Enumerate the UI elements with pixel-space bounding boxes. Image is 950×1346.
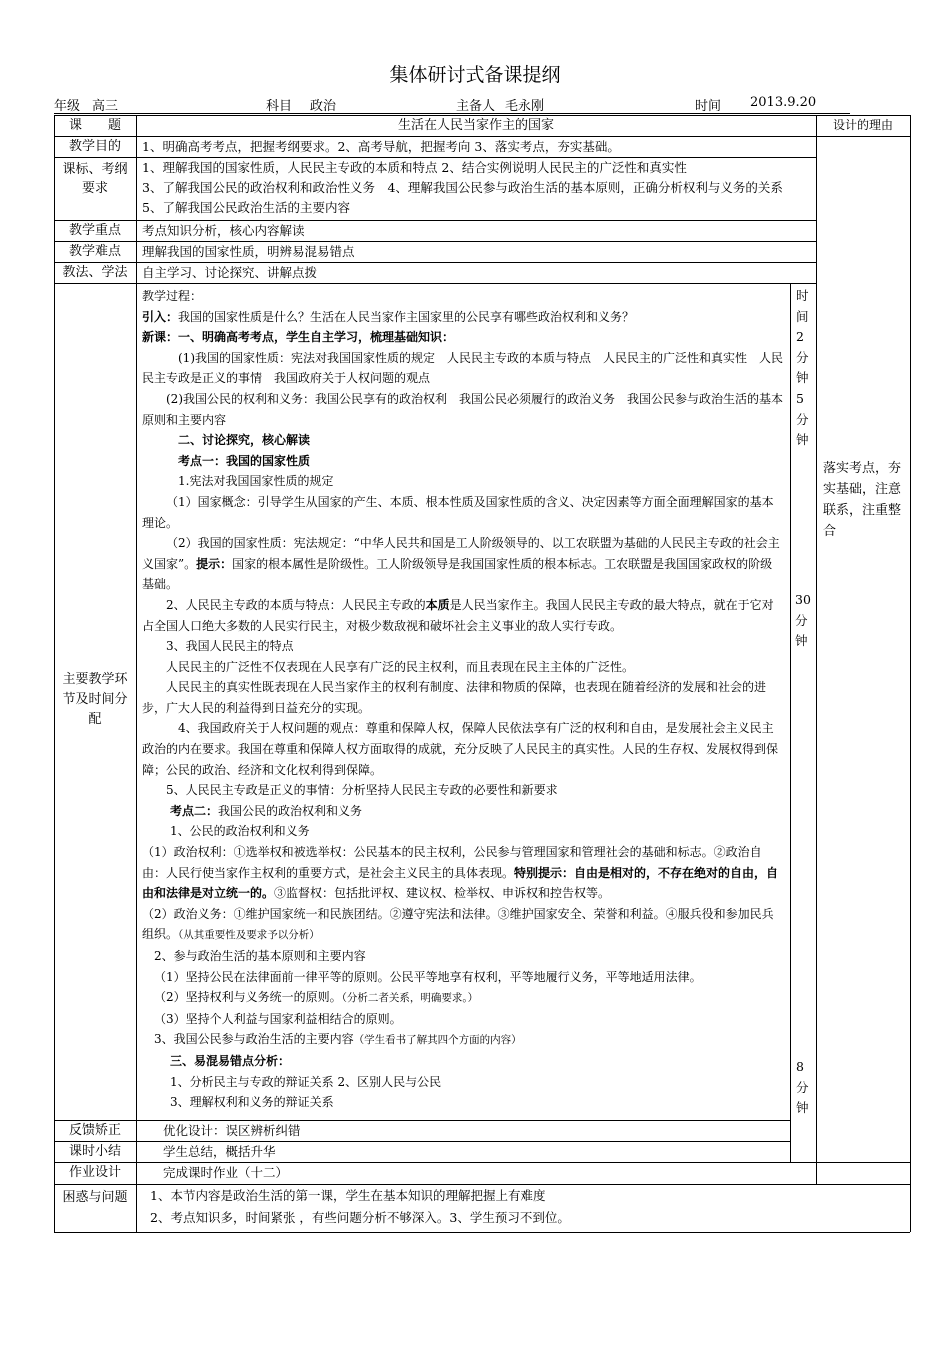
democracy-features-heading: 3、我国人民民主的特点: [166, 639, 294, 654]
state-nature: （2）我国的国家性质：宪法规定：“中华人民共和国是工人阶级领导的、以工农联盟为基础的人民民主专政的社会主义国家”。提示：国家的根本属性是阶级性。工人阶级领导是我国国家性质的根本标志。工农联盟是我国国家政权的阶级基础。: [142, 536, 780, 592]
time-mark-analysis: 8分钟: [796, 1059, 809, 1116]
time-mark-intro: 时间2分钟5分钟: [796, 288, 809, 448]
standard-label: 课标、考纲要求: [62, 162, 128, 196]
topic-two-heading: 考点二：我国公民的政治权利和义务: [170, 803, 363, 818]
topic-value: 生活在人民当家作主的国家: [397, 118, 554, 133]
rights-duties-heading: 1、公民的政治权利和义务: [170, 824, 310, 839]
design-reason: 落实考点，夯实基础，注意联系，注重整合: [823, 461, 902, 539]
difficulty-value: 理解我国的国家性质，明辨易混易错点: [142, 244, 355, 259]
process-heading: 教学过程：: [142, 289, 203, 303]
feedback-label: 反馈矫正: [68, 1123, 121, 1138]
summary-label: 课时小结: [68, 1144, 121, 1159]
difficulty-label: 教学难点: [68, 244, 121, 259]
key-label: 教学重点: [68, 223, 121, 238]
political-duties: （2）政治义务：①维护国家统一和民族团结。②遵守宪法和法律。③维护国家安全、荣誉和利益。④服兵役和参加民兵组织。（从其重要性及要求予以分析）: [142, 906, 774, 942]
document-title: 集体研讨式备课提纲: [389, 64, 561, 86]
topic-one-heading: 考点一：我国的国家性质: [178, 453, 311, 468]
method-label: 教法、学法: [62, 265, 128, 280]
subject-label: 科目: [266, 99, 293, 114]
political-rights: （1）政治权利：①选举权和被选举权：公民基本的民主权利，公民参与管理国家和管理社会的基础和标志。②政治自由：人民行使当家作主权利的重要方式，是社会主义民主的具体表现。特别提示：自由是相对的，不存在绝对的自由，自由和法律是对立统一的。③监督权：包括批评权、建议权、检举权、申诉权和控告权等。: [142, 845, 779, 901]
intro-paragraph: 引入：我国的国家性质是什么？生活在人民当家作主国家里的公民享有哪些政治权利和义务？: [142, 309, 635, 324]
section-one-heading: 新课：一、明确高考考点，学生自主学习，梳理基础知识：: [142, 330, 455, 345]
confusion-point-2: 3、理解权利和义务的辩证关系: [170, 1095, 334, 1110]
participation-content: 3、我国公民参与政治生活的主要内容（学生看书了解其四个方面的内容）: [154, 1032, 522, 1047]
puzzles-label: 困惑与问题: [62, 1190, 128, 1205]
section-two-heading: 二、讨论探究，核心解读: [178, 433, 311, 448]
democracy-reality: 人民民主的真实性既表现在人民当家作主的权利有制度、法律和物质的保障，也表现在随着经济的发展和社会的进步，广大人民的利益得到日益充分的实现。: [142, 680, 767, 715]
goal-value: 1、明确高考考点，把握考纲要求。2、高考导航，把握考向 3、落实考点，夯实基础。: [142, 139, 620, 154]
standard-value: [142, 158, 812, 218]
date-value: 2013.9.20: [750, 95, 817, 110]
grade-label: 年级: [54, 99, 81, 114]
time-mark-discussion: 30分钟: [795, 592, 811, 649]
standard-line-2: 3、了解我国公民的政治权利和政治性义务 4、理解我国公民参与政治生活的基本原则，正确分析权利与义务的关系 5、了解我国公民政治生活的主要内容: [142, 180, 796, 215]
constitution-heading: 1.宪法对我国国家性质的规定: [178, 474, 334, 489]
principle-equality: （1）坚持公民在法律面前一律平等的原则。公民平等地享有权利，平等地履行义务，平等地适用法律。: [154, 969, 702, 984]
key-value: 考点知识分析，核心内容解读: [142, 223, 305, 238]
puzzle-line-1: 1、本节内容是政治生活的第一课，学生在基本知识的理解把握上有难度: [150, 1188, 546, 1203]
homework-value: 完成课时作业（十二）: [163, 1165, 289, 1180]
header-underline: [54, 113, 850, 114]
homework-label: 作业设计: [68, 1165, 121, 1180]
method-value: 自主学习、讨论探究、讲解点拨: [142, 265, 318, 280]
principles-heading: 2、参与政治生活的基本原则和主要内容: [154, 949, 366, 963]
section-three-heading: 三、易混易错点分析：: [170, 1053, 291, 1068]
principle-unity: （2）坚持权利与义务统一的原则。（分析二者关系，明确要求。）: [154, 990, 479, 1005]
standard-line-1: 1、理解我国的国家性质，人民民主专政的本质和特点 2、结合实例说明人民民主的广泛性和真实性: [142, 160, 687, 175]
feedback-value: 优化设计：误区辨析纠错: [163, 1123, 301, 1138]
teaching-process: [142, 286, 784, 1113]
reason-header: 设计的理由: [832, 118, 893, 132]
human-rights-view: 4、我国政府关于人权问题的观点：尊重和保障人权，保障人民依法享有广泛的权利和自由，是发展社会主义民主政治的内在要求。我国在尊重和保障人权方面取得的成就，充分反映了人民民主的真实性。人民的生存权、发展权得到保障；公民的政治、经济和文化权利得到保障。: [142, 721, 779, 777]
preparer-label: 主备人: [456, 99, 496, 114]
confusion-point-1: 1、分析民主与专政的辩证关系 2、区别人民与公民: [170, 1074, 442, 1089]
process-label: 主要教学环节及时间分配: [62, 672, 128, 727]
puzzle-line-2: 2、考点知识多，时间紧张 ，有些问题分析不够深入。3、学生预习不到位。: [150, 1210, 570, 1225]
democracy-breadth: 人民民主的广泛性不仅表现在人民享有广泛的民主权利，而且表现在民主主体的广泛性。: [166, 659, 635, 674]
nature-overview: (1)我国的国家性质：宪法对我国国家性质的规定 人民民主专政的本质与特点 人民民主的广泛性和真实性 人民民主专政是正义的事情 我国政府关于人权问题的观点: [142, 350, 784, 386]
puzzles-value: [150, 1185, 905, 1229]
subject-value: 政治: [310, 99, 337, 114]
summary-value: 学生总结，概括升华: [163, 1144, 276, 1159]
preparer-value: 毛永刚: [505, 99, 545, 114]
topic-label: 课 题: [68, 118, 121, 133]
time-label: 时间: [695, 99, 722, 114]
goal-label: 教学目的: [68, 139, 121, 154]
state-concept: （1）国家概念：引导学生从国家的产生、本质、根本性质及国家性质的含义、决定因素等方面全面理解国家的基本理论。: [142, 494, 774, 530]
grade-value: 高三: [92, 99, 119, 114]
justice-paragraph: 5、人民民主专政是正义的事情：分析坚持人民民主专政的必要性和新要求: [166, 783, 558, 798]
principle-interest: （3）坚持个人利益与国家利益相结合的原则。: [154, 1011, 402, 1026]
dictatorship-essence: 2、人民民主专政的本质与特点：人民民主专政的本质是人民当家作主。我国人民民主专政的最大特点，就在于它对占全国人口绝大多数的人民实行民主，对极少数敌视和破坏社会主义事业的敌人实行专政。: [142, 597, 774, 633]
rights-overview: (2)我国公民的权利和义务：我国公民享有的政治权利 我国公民必须履行的政治义务 我国公民参与政治生活的基本原则和主要内容: [142, 391, 784, 427]
